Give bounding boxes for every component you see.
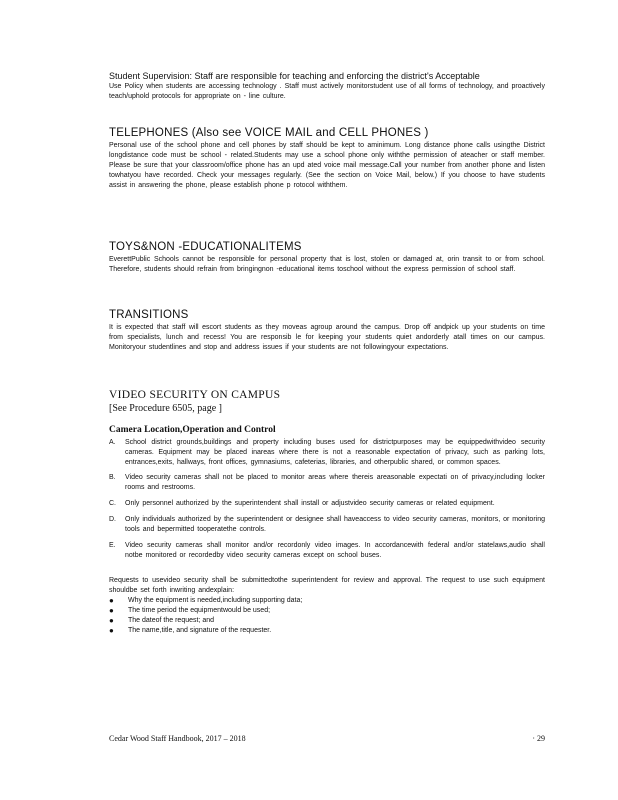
list-item	[109, 473, 545, 493]
bullet-icon: ●	[109, 596, 114, 605]
bullet-icon: ●	[109, 606, 114, 615]
list-item	[109, 626, 545, 636]
list-item-text: School district grounds,buildings and property including buses used for districtpurposes may be equippedwithvideo security cameras. Equipment may be placed inareas where there is not a reasonable expectation of privacy, such as parking lots, entrances,exits, hallways, front offices, gymnasiums, cafeterias, libraries, and otherpublic shared, or common spaces.	[125, 439, 545, 466]
camera-heading: Camera Location,Operation and Control	[109, 425, 276, 435]
page-footer	[109, 734, 545, 744]
list-item	[109, 596, 545, 606]
video-section	[109, 388, 545, 636]
supervision-heading: Student Supervision: Staff are responsible for teaching and enforcing the district's Acceptable	[109, 71, 480, 81]
toys-section	[109, 240, 545, 275]
bullet-text: Why the equipment is needed,including supporting data;	[128, 597, 303, 604]
transitions-text: It is expected that staff will escort students as they moveas agroup around the campus. Drop off andpick up your students on time from specialists, lunch and recess! You are responsib le for keeping your students quiet andorderly atall times on our campus. Monitoryour studentlines and stop and address issues if your students are not followingyour expectations.	[109, 324, 545, 351]
telephones-text: Personal use of the school phone and cell phones by staff should be kept to aminimum. Long distance phone calls usingthe District longdistance code must be school - related.Students may use a school phone only withthe permission of ateacher or staff member. Please be sure that your classroom/office phone has an upd ated voice mail message.Call your number from another phone and listen towhatyou have recorded. Check your messages regularly. (See the section on Voice Mail, below.) If you choose to have students assist in answering the phone, please establish phone p rotocol withthem.	[109, 142, 545, 189]
list-marker: E.	[109, 542, 116, 549]
list-marker: B.	[109, 474, 116, 481]
list-item	[109, 515, 545, 535]
list-marker: C.	[109, 500, 116, 507]
bullet-text: The time period the equipmentwould be used;	[128, 607, 271, 614]
list-item-text: Only personnel authorized by the superintendent shall install or adjustvideo security cameras or related equipment.	[125, 500, 495, 507]
list-item	[109, 438, 545, 468]
list-marker: D.	[109, 516, 116, 523]
list-item	[109, 541, 545, 561]
list-item	[109, 499, 545, 509]
footer-title: Cedar Wood Staff Handbook, 2017 – 2018	[109, 734, 246, 743]
bullet-icon: ●	[109, 626, 114, 635]
bullet-icon: ●	[109, 616, 114, 625]
transitions-section	[109, 308, 545, 353]
list-item-text: Only individuals authorized by the superintendent or designee shall haveaccess to video security cameras, monitors, or monitoring tools and bepermitted tooperatethe controls.	[125, 516, 545, 533]
camera-rules-list	[109, 438, 545, 561]
transitions-title: TRANSITIONS	[109, 309, 189, 321]
list-marker: A.	[109, 439, 116, 446]
list-item	[109, 616, 545, 626]
page-number: · 29	[532, 734, 545, 743]
video-procedure: [See Procedure 6505, page ]	[109, 403, 223, 414]
list-item-text: Video security cameras shall not be placed to monitor areas where thereis areasonable expectati on of privacy,including locker rooms and restrooms.	[125, 474, 545, 491]
bullet-text: The name,title, and signature of the requester.	[128, 627, 272, 634]
supervision-text: Use Policy when students are accessing technology . Staff must actively monitorstudent use of all forms of technology, and proactively teach/uphold protocols for appropriate on - line culture.	[109, 83, 545, 100]
supervision-section	[109, 71, 545, 102]
telephones-title: TELEPHONES (Also see VOICE MAIL and CELL PHONES )	[109, 127, 429, 139]
list-item	[109, 606, 545, 616]
list-item-text: Video security cameras shall monitor and/or recordonly video images. In accordancewith federal and/or statelaws,audio shall notbe monitored or recordedby video security cameras except on school buses.	[125, 542, 545, 559]
toys-text: EverettPublic Schools cannot be responsible for personal property that is lost, stolen or damaged at, orin transit to or from school. Therefore, students should refrain from bringingnon -educational items toschool without the express permission of school staff.	[109, 256, 545, 273]
video-title: VIDEO SECURITY ON CAMPUS	[109, 389, 281, 401]
telephones-section	[109, 126, 545, 191]
bullet-text: The dateof the request; and	[128, 617, 215, 624]
requests-bullet-list	[109, 596, 545, 636]
requests-text: Requests to usevideo security shall be submittedtothe superintendent for review and approval. The request to use such equipment shouldbe set forth inwriting andexplain:	[109, 577, 545, 594]
toys-title: TOYS&NON -EDUCATIONALITEMS	[109, 241, 302, 253]
